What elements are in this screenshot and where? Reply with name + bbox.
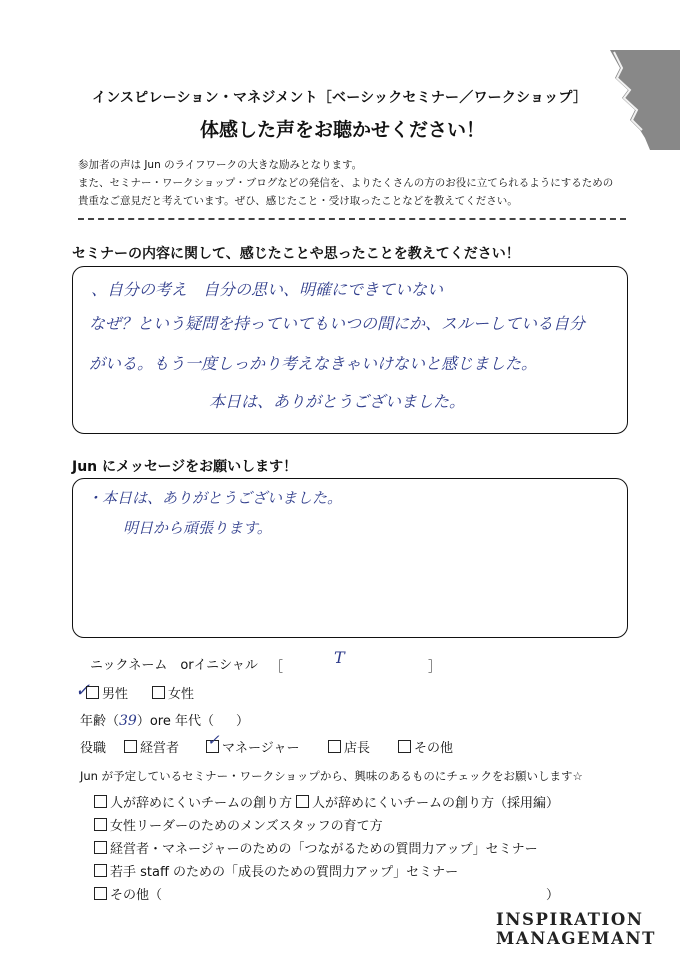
checkbox[interactable] (296, 795, 309, 808)
handwriting-line: 本日は、ありがとうございました。 (209, 392, 466, 411)
section-heading-message: Jun にメッセージをお願いします！ (72, 459, 298, 475)
checkbox[interactable] (398, 740, 411, 753)
checkbox[interactable] (86, 686, 99, 699)
intro-line-3: 貴重なご意見だと考えています。ぜひ、感じたこと・受け取ったことなどを教えてください。 (78, 195, 518, 207)
interest-other-close: ） (546, 888, 560, 903)
option-label: 経営者・マネージャーのための「つながるための質問力アップ」セミナー (110, 842, 538, 857)
age-row (80, 710, 249, 729)
checkbox[interactable] (94, 864, 107, 877)
option-label: その他 (414, 741, 454, 756)
message-answer-box[interactable] (72, 478, 628, 638)
option-label: 女性リーダーのためのメンズスタッフの育て方 (110, 819, 383, 834)
interest-option-2[interactable] (296, 792, 559, 811)
logo-line-1: INSPIRATION (496, 910, 644, 929)
interest-option-1[interactable] (94, 792, 292, 811)
option-label: その他（ (110, 888, 163, 903)
option-label: 人が辞めにくいチームの創り方 (110, 796, 293, 811)
divider (78, 218, 626, 220)
option-label: 店長 (344, 741, 371, 756)
option-label: 人が辞めにくいチームの創り方（採用編） (312, 796, 560, 811)
option-label: 若手 staff のための「成長のための質問力アップ」セミナー (110, 865, 459, 880)
checkbox[interactable] (152, 686, 165, 699)
role-option-executive[interactable] (124, 737, 179, 756)
male-check-mark: ✓ (75, 680, 91, 701)
form-title: 体感した声をお聴かせください！ (200, 119, 486, 141)
age-value[interactable]: 39 (119, 713, 137, 729)
checkbox[interactable] (94, 841, 107, 854)
impressions-answer-box[interactable] (72, 266, 628, 434)
gender-female-option[interactable] (152, 683, 194, 702)
option-label: 経営者 (140, 741, 180, 756)
intro-line-2: また、セミナー・ワークショップ・ブログなどの発信を、よりたくさんの方のお役に立てられるようにするための (78, 177, 614, 189)
option-label: 男性 (102, 687, 129, 702)
interest-option-4[interactable] (94, 838, 538, 857)
age-close: ） (236, 714, 250, 729)
torn-paper-decoration (600, 50, 680, 150)
checkbox[interactable] (94, 818, 107, 831)
option-label: マネージャー (222, 741, 300, 756)
brand-logo (496, 910, 656, 948)
nickname-bracket-close: ］ (428, 660, 442, 675)
interest-option-5[interactable] (94, 861, 458, 880)
checkbox[interactable] (94, 795, 107, 808)
option-label: 女性 (168, 687, 195, 702)
handwriting-line: ・本日は、ありがとうございました。 (87, 489, 343, 507)
role-option-store-manager[interactable] (328, 737, 370, 756)
age-mid-label: ）ore 年代（ (136, 714, 214, 729)
manager-check-mark: ✓ (207, 731, 220, 749)
checkbox[interactable] (124, 740, 137, 753)
handwriting-line: 、自分の考え 自分の思い、明確にできていない (91, 280, 444, 299)
checkbox[interactable] (94, 887, 107, 900)
section-heading-impressions: セミナーの内容に関して、感じたことや思ったことを教えてください！ (72, 246, 520, 262)
interest-prompt: Jun が予定しているセミナー・ワークショップから、興味のあるものにチェックをお願いします☆ (80, 769, 583, 783)
logo-line-2: MANAGEMANT (496, 929, 657, 948)
handwriting-line: がいる。もう一度しっかり考えなきゃいけないと感じました。 (89, 354, 538, 373)
checkbox[interactable] (328, 740, 341, 753)
handwriting-line: 明日から頑張ります。 (123, 519, 272, 537)
interest-option-3[interactable] (94, 815, 383, 834)
role-option-other[interactable] (398, 737, 453, 756)
form-subtitle: インスピレーション・マネジメント［ベーシックセミナー／ワークショップ］ (92, 90, 588, 106)
nickname-value[interactable]: T (334, 648, 345, 667)
intro-line-1: 参加者の声は Jun のライフワークの大きな励みとなります。 (78, 159, 363, 171)
age-label: 年齢（ (80, 714, 120, 729)
role-label: 役職 (80, 741, 107, 756)
nickname-bracket-open: ［ (270, 660, 284, 675)
handwriting-line: なぜ？という疑問を持っていてもいつの間にか、スルーしている自分 (89, 314, 586, 333)
interest-option-other[interactable] (94, 884, 162, 903)
gender-male-option[interactable] (86, 683, 128, 702)
role-option-manager[interactable] (206, 737, 299, 756)
nickname-label: ニックネーム orイニシャル (90, 658, 258, 673)
